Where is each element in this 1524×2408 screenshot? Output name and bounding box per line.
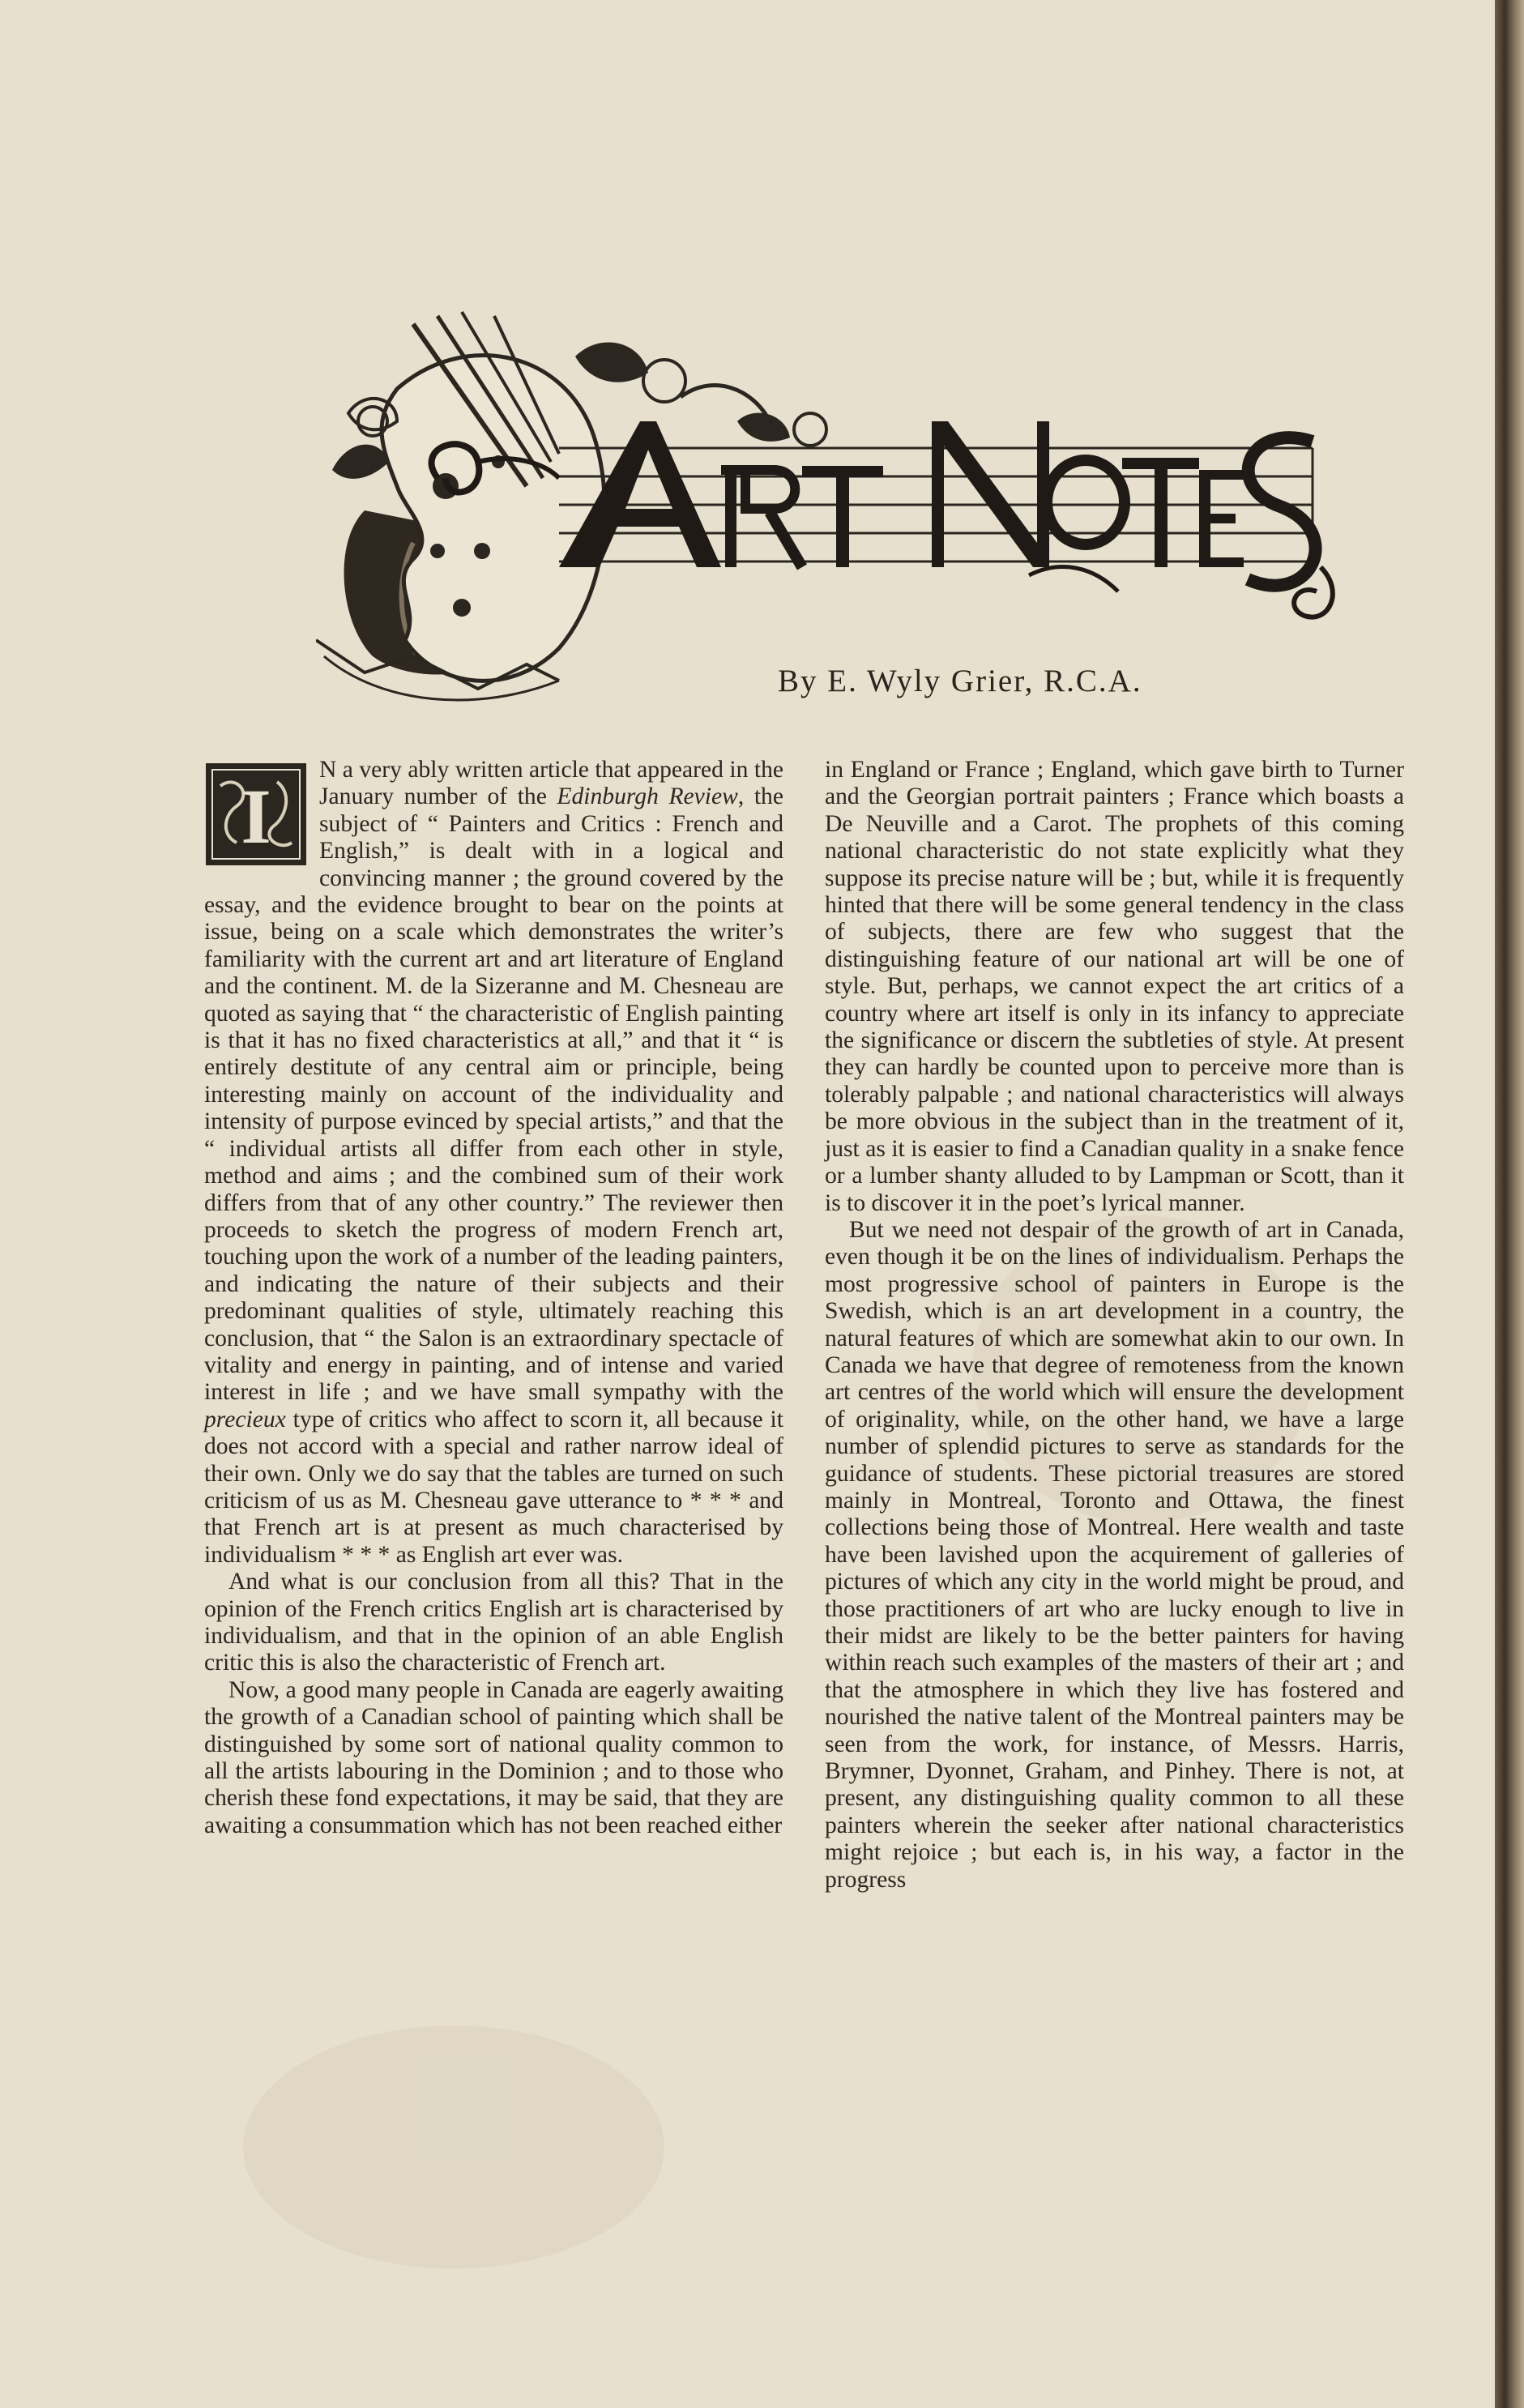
article-column-left xyxy=(204,757,783,1839)
text-run: N a very ably written article that appeared in the January number of the xyxy=(319,757,783,810)
text-run: type of critics who affect to scorn it, all because it does not accord with a special and rather narrow ideal of their own. Only we do say that the tables are turned on such criticism of us as M. Chesneau gave utterance to * * * and that French art is at present as much characterised by individualism * * * as English art ever was. xyxy=(204,1406,783,1568)
paper-stain xyxy=(243,2026,664,2269)
art-notes-header-illustration xyxy=(316,300,1369,721)
publication-title: Edinburgh Review xyxy=(557,783,738,810)
paragraph-5: But we need not despair of the growth of art in Canada, even though it be on the lines of individualism. Perhaps the most progressive school of painters in Europe is the Swedish, which is an art development in a country, the natural features of which are somewhat akin to our own. In Canada we have that degree of remoteness from the known art centres of the world which will ensure the development of originality, while, on the other hand, we have a large number of splendid pictures to serve as standards for the guidance of students. These pictorial treasures are stored mainly in Montreal, Toronto and Ottawa, the finest collections being those of Montreal. Here wealth and taste have been lavished upon the acquirement of galleries of pictures of which any city in the world might be proud, and those practitioners of art who are lucky enough to live in their midst are likely to be the better painters for having within reach such examples of the masters of their art ; and that the atmosphere in which they live has fostered and nourished the native talent of the Montreal painters may be seen from the work, for instance, of Messrs. Harris, Brymner, Dyonnet, Graham, and Pinhey. There is not, at present, any distinguishing quality common to all these painters wherein the seeker after national characteristics might rejoice ; but each is, in his way, a factor in the progress xyxy=(825,1216,1404,1893)
paragraph-1 xyxy=(204,757,783,1569)
byline-author: E. Wyly Grier, R.C.A. xyxy=(827,664,1142,698)
italic-term: precieux xyxy=(204,1406,286,1432)
text-run: , the subject of “ Painters and Critics : French and English,” is dealt with in a logical and convincing manner ; the ground covered by the essay, and the evidence brought to bear on the points at issue, being on a scale which demonstrates the writer’s familiarity with the current art and art literature of England and the continent. M. de la Sizeranne and M. Chesneau are quoted as saying that “ the characteristic of English painting is that it has no fixed characteristics at all,” and that it “ is entirely destitute of any central aim or principle, being interesting mainly on account of the individuality and intensity of purpose evinced by special artists,” and that the “ individual artists all differ from each other in style, method and aims ; and the combined sum of their work differs from that of any other country.” The reviewer then proceeds to sketch the progress of modern French art, touching upon the work of a number of the leading painters, and indicating the nature of their subjects and their predominant qualities of style, ultimately reaching this conclusion, that “ the Salon is an extraordinary spectacle of vitality and energy in painting, and of intense and varied interest in life ; and we have small sympathy with the xyxy=(204,783,783,1406)
decorative-dropcap-i xyxy=(204,762,308,867)
paragraph-2: And what is our conclusion from all this? That in the opinion of the French critics English art is characterised by individualism, and that in the opinion of an able English critic this is also the characteristic of French art. xyxy=(204,1569,783,1676)
byline xyxy=(778,663,1142,699)
paragraph-3: Now, a good many people in Canada are eagerly awaiting the growth of a Canadian school of painting which shall be distinguished by some sort of national quality common to all the artists labouring in the Dominion ; and to those who cherish these fond expectations, it may be said, that they are awaiting a consummation which has not been reached either xyxy=(204,1676,783,1838)
article-column-right xyxy=(825,757,1404,1894)
dropcap-letter: I xyxy=(241,773,271,860)
paragraph-4: in England or France ; England, which gave birth to Turner and the Georgian portrait painters ; France which boasts a De Neuville and a Carot. The prophets of this coming national characteristic do not state explicitly what they suppose its precise nature will be ; but, while it is frequently hinted that there will be some general tendency in the class of subjects, there are few who suggest that the distinguishing feature of our national art will be one of style. But, perhaps, we cannot expect the art critics of a country where art itself is only in its infancy to appreciate the significance or discern the subtleties of style. At present they can hardly be counted upon to perceive more than is tolerably palpable ; and national characteristics will always be more obvious in the subject than in the treatment of it, just as it is easier to find a Canadian quality in a snake fence or a lumber shanty alluded to by Lampman or Scott, than it is to discover it in the poet’s lyrical manner. xyxy=(825,757,1404,1216)
book-spine-edge xyxy=(1495,0,1524,2408)
byline-by: By xyxy=(778,664,818,698)
